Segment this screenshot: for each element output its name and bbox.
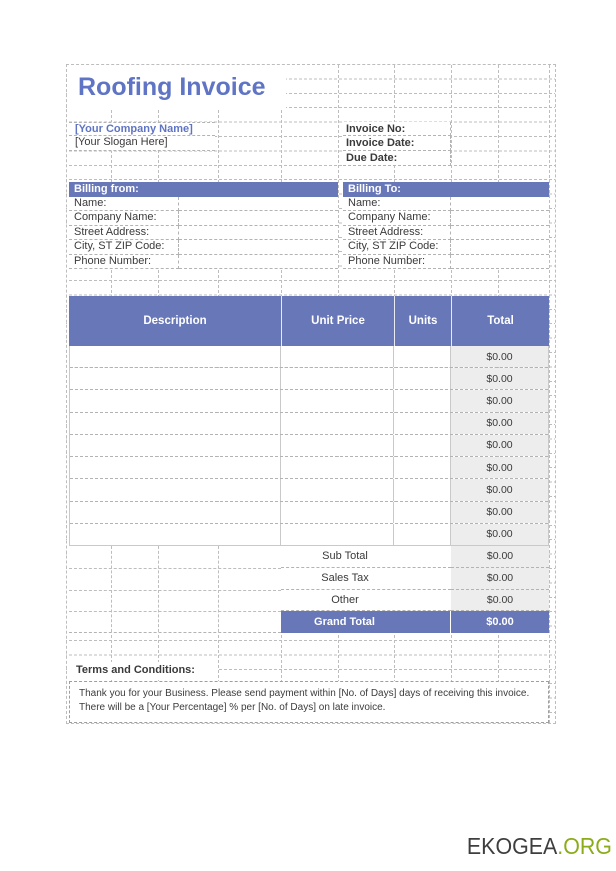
item-units-cell[interactable]: [394, 346, 451, 367]
column-header-units: Units: [394, 296, 451, 346]
brand-logo-tld: .ORG: [557, 833, 612, 859]
billing-from-street-label: Street Address:: [69, 226, 179, 241]
billing-to-company-field[interactable]: [451, 211, 549, 226]
terms-heading: Terms and Conditions:: [69, 662, 217, 678]
invoice-sheet: [66, 64, 556, 724]
item-row: [70, 346, 548, 368]
items-table-body: [69, 346, 549, 546]
billing-row: [69, 255, 338, 270]
item-total-cell: $0.00: [451, 390, 548, 411]
item-description-cell[interactable]: [70, 346, 281, 367]
column-header-unit-price: Unit Price: [281, 296, 394, 346]
billing-to-city-label: City, ST ZIP Code:: [343, 240, 451, 255]
brand-logo-name: EKOGEA: [466, 833, 558, 859]
company-name-field[interactable]: [Your Company Name]: [69, 122, 215, 137]
item-row: [70, 502, 548, 524]
billing-to-name-field[interactable]: [451, 197, 549, 212]
invoice-date-field[interactable]: [451, 136, 549, 151]
item-total-cell: $0.00: [451, 368, 548, 389]
billing-from-street-field[interactable]: [179, 226, 338, 241]
gridline-horizontal: [69, 590, 281, 591]
invoice-no-field[interactable]: [451, 122, 549, 137]
item-total-cell: $0.00: [451, 479, 548, 500]
billing-row: [69, 211, 338, 226]
billing-row: [343, 197, 549, 212]
billing-to-city-field[interactable]: [451, 240, 549, 255]
grand-total-label: Grand Total: [281, 611, 451, 633]
billing-from-header: Billing from:: [69, 182, 338, 197]
billing-from-company-field[interactable]: [179, 211, 338, 226]
grand-total-row: [281, 611, 549, 633]
item-total-cell: $0.00: [451, 524, 548, 545]
item-description-cell[interactable]: [70, 390, 281, 411]
item-unit-price-cell[interactable]: [281, 346, 394, 367]
summary-row: [281, 546, 549, 568]
item-units-cell[interactable]: [394, 479, 451, 500]
summary-block: [281, 546, 549, 633]
item-total-cell: $0.00: [451, 346, 548, 367]
item-units-cell[interactable]: [394, 457, 451, 478]
item-total-cell: $0.00: [451, 413, 548, 434]
billing-row: [343, 240, 549, 255]
terms-body: Thank you for your Business. Please send payment within [No. of Days] days of receiving this invoice. There will be a [Your Percentage] % per [No. of Days] on late invoice.: [69, 681, 549, 723]
item-unit-price-cell[interactable]: [281, 524, 394, 545]
billing-row: [343, 255, 549, 270]
column-header-total: Total: [451, 296, 549, 346]
gridline-vertical: [549, 65, 550, 723]
billing-row: [343, 226, 549, 241]
billing-from-block: [69, 197, 338, 270]
billing-row: [343, 211, 549, 226]
item-units-cell[interactable]: [394, 413, 451, 434]
item-unit-price-cell[interactable]: [281, 413, 394, 434]
items-table-header: [69, 296, 549, 346]
billing-to-phone-field[interactable]: [451, 255, 549, 270]
billing-from-city-field[interactable]: [179, 240, 338, 255]
billing-to-company-label: Company Name:: [343, 211, 451, 226]
billing-from-name-field[interactable]: [179, 197, 338, 212]
billing-to-block: [343, 197, 549, 270]
item-total-cell: $0.00: [451, 435, 548, 456]
item-description-cell[interactable]: [70, 479, 281, 500]
billing-row: [69, 197, 338, 212]
invoice-no-label: Invoice No:: [343, 122, 451, 137]
item-unit-price-cell[interactable]: [281, 457, 394, 478]
item-unit-price-cell[interactable]: [281, 502, 394, 523]
gridline-horizontal: [69, 568, 281, 569]
invoice-date-label: Invoice Date:: [343, 136, 451, 151]
item-description-cell[interactable]: [70, 368, 281, 389]
item-unit-price-cell[interactable]: [281, 435, 394, 456]
item-total-cell: $0.00: [451, 502, 548, 523]
gridline-horizontal: [69, 611, 281, 612]
item-row: [70, 390, 548, 412]
billing-to-phone-label: Phone Number:: [343, 255, 451, 270]
item-units-cell[interactable]: [394, 502, 451, 523]
sales-tax-value: $0.00: [451, 568, 549, 590]
grand-total-value: $0.00: [486, 616, 514, 629]
item-unit-price-cell[interactable]: [281, 390, 394, 411]
item-units-cell[interactable]: [394, 390, 451, 411]
item-row: [70, 368, 548, 390]
billing-from-name-label: Name:: [69, 197, 179, 212]
column-header-description: Description: [143, 315, 207, 327]
billing-from-company-label: Company Name:: [69, 211, 179, 226]
item-total-cell: $0.00: [451, 457, 548, 478]
billing-from-phone-label: Phone Number:: [69, 255, 179, 270]
sales-tax-label: Sales Tax: [281, 568, 451, 590]
item-row: [70, 479, 548, 501]
billing-from-city-label: City, ST ZIP Code:: [69, 240, 179, 255]
item-units-cell[interactable]: [394, 435, 451, 456]
other-value: $0.00: [451, 590, 549, 612]
billing-to-name-label: Name:: [343, 197, 451, 212]
summary-filler-grid: [69, 546, 281, 633]
due-date-label: Due Date:: [343, 151, 451, 166]
billing-from-phone-field[interactable]: [179, 255, 338, 270]
brand-logo: [467, 833, 612, 860]
due-date-field[interactable]: [451, 151, 549, 166]
billing-to-street-label: Street Address:: [343, 226, 451, 241]
item-unit-price-cell[interactable]: [281, 368, 394, 389]
item-unit-price-cell[interactable]: [281, 479, 394, 500]
billing-to-header: Billing To:: [343, 182, 549, 197]
summary-row: [281, 568, 549, 590]
other-label: Other: [281, 590, 451, 612]
item-units-cell[interactable]: [394, 368, 451, 389]
billing-row: [69, 240, 338, 255]
item-description-cell[interactable]: [70, 457, 281, 478]
item-description-cell[interactable]: [70, 413, 281, 434]
item-row: [70, 413, 548, 435]
summary-row: [281, 590, 549, 612]
subtotal-label: Sub Total: [281, 546, 451, 568]
company-slogan-field[interactable]: [Your Slogan Here]: [69, 136, 215, 151]
item-row: [70, 457, 548, 479]
page-title: Roofing Invoice: [69, 65, 286, 109]
item-row: [70, 524, 548, 545]
item-description-cell[interactable]: [70, 502, 281, 523]
billing-row: [69, 226, 338, 241]
subtotal-value: $0.00: [451, 546, 549, 568]
item-units-cell[interactable]: [394, 524, 451, 545]
billing-to-street-field[interactable]: [451, 226, 549, 241]
item-description-cell[interactable]: [70, 435, 281, 456]
item-row: [70, 435, 548, 457]
item-description-cell[interactable]: [70, 524, 281, 545]
